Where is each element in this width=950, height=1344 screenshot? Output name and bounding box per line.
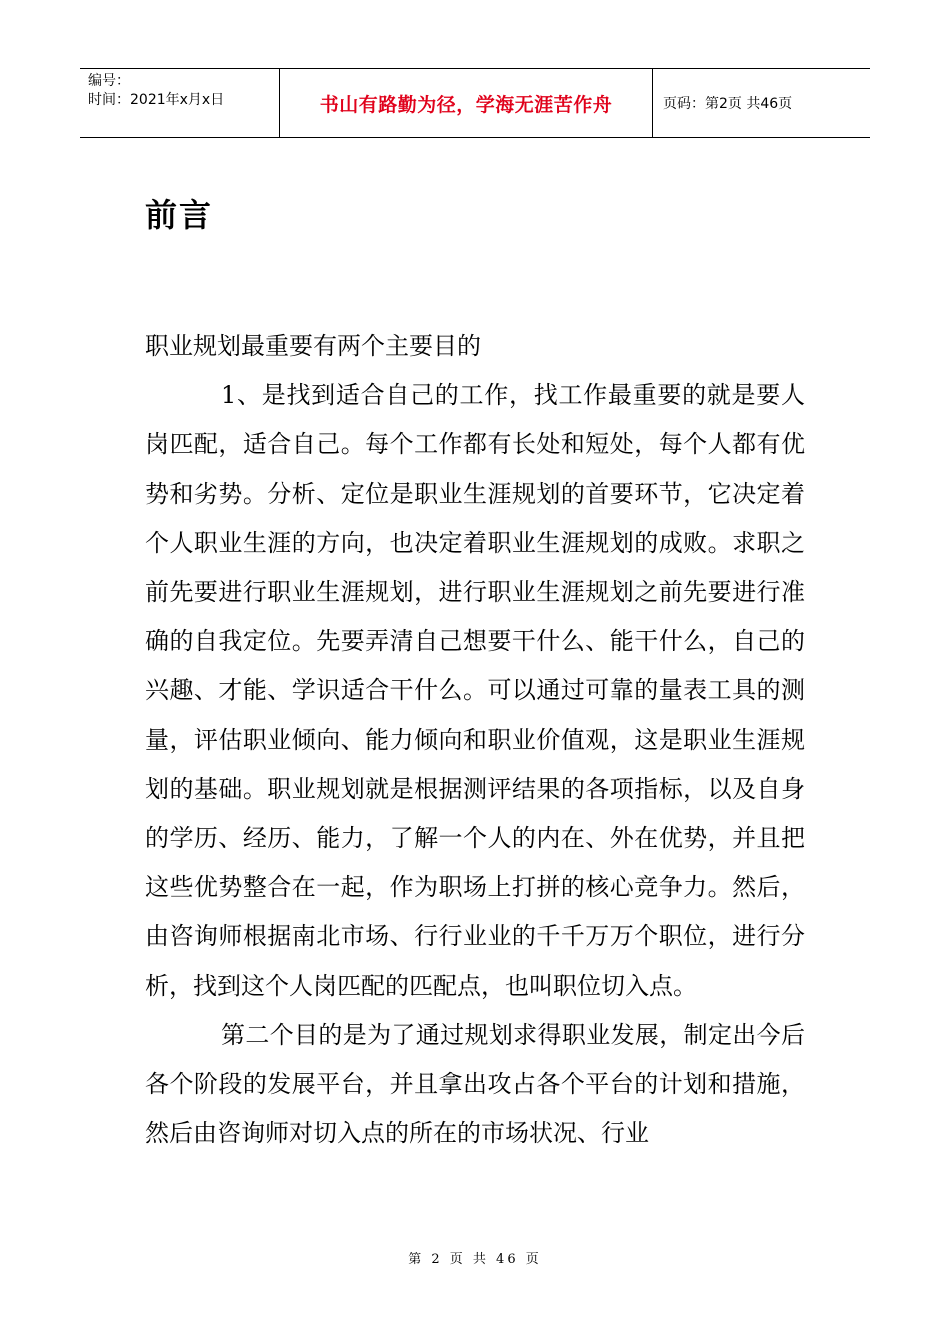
header-motto: 书山有路勤为径，学海无涯苦作舟 — [280, 69, 653, 137]
number-label: 编号： — [88, 73, 130, 89]
paragraph-purpose-2: 第二个目的是为了通过规划求得职业发展，制定出今后各个阶段的发展平台，并且拿出攻占各个平台的计划和措施，然后由咨询师对切入点的所在的市场状况、行业 — [145, 1020, 805, 1148]
paragraph-purpose-1: 1、是找到适合自己的工作，找工作最重要的就是要人岗匹配，适合自己。每个工作都有长处和短处，每个人都有优势和劣势。分析、定位是职业生涯规划的首要环节，它决定着个人职业生涯的方向，也决定着职业生涯规划的成败。求职之前先要进行职业生涯规划，进行职业生涯规划之前先要进行准确的自我定位。先要弄清自己想要干什么、能干什么，自己的兴趣、才能、学识适合干什么。可以通过可靠的量表工具的测量，评估职业倾向、能力倾向和职业价值观，这是职业生涯规划的基础。职业规划就是根据测评结果的各项指标，以及自身的学历、经历、能力，了解一个人的内在、外在优势，并且把这些优势整合在一起，作为职场上打拼的核心竞争力。然后，由咨询师根据南北市场、行行业业的千千万万个职位，进行分析，找到这个人岗匹配的匹配点，也叫职位切入点。 — [145, 381, 805, 1000]
paragraph-intro: 职业规划最重要有两个主要目的 — [145, 332, 481, 360]
header-page-info: 页码：第2页 共46页 — [663, 96, 793, 112]
page-footer: 第 2 页 共 46 页 — [408, 1252, 542, 1267]
document-body — [145, 322, 805, 1158]
time-label: 时间：2021年x月x日 — [88, 92, 225, 108]
header-meta — [80, 69, 280, 137]
page-title: 前言 — [145, 196, 214, 234]
page-header — [80, 68, 870, 138]
